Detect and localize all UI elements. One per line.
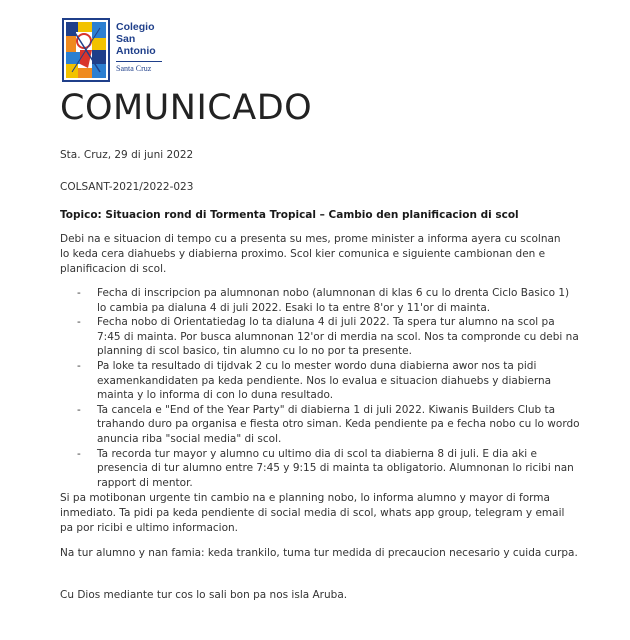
list-item-text: Ta cancela e "End of the Year Party" di diabierna 1 di juli 2022. Kiwanis Builders Club ta trahando duro pa organisa e fiesta otro siman. Keda pendiente pa e fecha nobo cu lo wordo anuncia riba "social media" di scol. — [97, 403, 580, 445]
school-name-line: Antonio — [116, 45, 156, 57]
list-item-text: Ta recorda tur mayor y alumno cu ultimo dia di scol ta diabierna 8 di juli. E dia aki e presencia di tur alumno entre 7:45 y 9:15 di mainta ta obligatorio. Alumnonan lo ricibi nan rapport di mentor. — [97, 447, 574, 489]
school-name-line: Colegio — [116, 21, 155, 33]
bullet-marker: - — [77, 287, 81, 299]
logo-divider — [116, 61, 162, 62]
closing-paragraph: Cu Dios mediante tur cos lo sali bon pa nos isla Aruba. — [60, 589, 348, 601]
list-item-text: Fecha nobo di Orientatiedag lo ta dialuna 4 di juli 2022. Ta spera tur alumno na scol pa 7:45 di mainta. Por busca alumnonan 12'or di merdia na scol. Nos ta compronde cu debi na planning di scol basico, tin alumno cu lo no por ta presente. — [97, 316, 579, 358]
school-crest-icon — [62, 18, 110, 82]
bullet-marker: - — [77, 403, 81, 416]
document-topic: Topico: Situacion rond di Tormenta Tropical – Cambio den planificacion di scol — [60, 209, 519, 221]
list-item — [60, 286, 580, 315]
changes-list — [60, 286, 580, 490]
bullet-marker: - — [77, 359, 81, 372]
school-logo — [62, 18, 174, 82]
intro-paragraph: Debi na e situacion di tempo cu a presenta su mes, prome minister a informa ayera cu scolnan lo keda cera diahuebs y diabierna proximo. Scol kier comunica e siguiente cambionan den e planificacion di scol. — [60, 233, 561, 275]
list-item — [60, 359, 580, 403]
list-item — [60, 447, 580, 491]
bullet-marker: - — [77, 447, 81, 460]
school-name — [116, 21, 156, 57]
school-name-line: San — [116, 33, 136, 45]
list-item-text: Pa loke ta resultado di tijdvak 2 cu lo mester wordo duna diabierna awor nos ta pidi examenkandidaten pa keda pendiente. Nos lo evalua e situacion diahuebs y diabierna mainta y lo informa di con lo duna resultado. — [97, 359, 552, 402]
urgent-changes-paragraph: Si pa motibonan urgente tin cambio na e planning nobo, lo informa alumno y mayor di forma inmediato. Ta pidi pa keda pendiente di social media di scol, whats app group, telegram y email pa por ricibi e ultimo informacion. — [60, 492, 565, 534]
document-title: COMUNICADO — [60, 88, 313, 128]
list-item-text: Fecha di inscripcion pa alumnonan nobo (alumnonan di klas 6 cu lo drenta Ciclo Basico 1) lo cambia pa dialuna 4 di juli 2022. Esaki lo ta entre 8'or y 11'or di mainta. — [97, 287, 570, 314]
document-date: Sta. Cruz, 29 di juni 2022 — [60, 149, 194, 161]
precaution-paragraph: Na tur alumno y nan famia: keda trankilo, tuma tur medida di precaucion necesario y cuida curpa. — [60, 547, 578, 559]
list-item — [60, 315, 580, 359]
document-reference: COLSANT-2021/2022-023 — [60, 181, 194, 193]
bullet-marker: - — [77, 316, 81, 329]
school-location: Santa Cruz — [116, 64, 152, 73]
list-item — [60, 403, 580, 447]
